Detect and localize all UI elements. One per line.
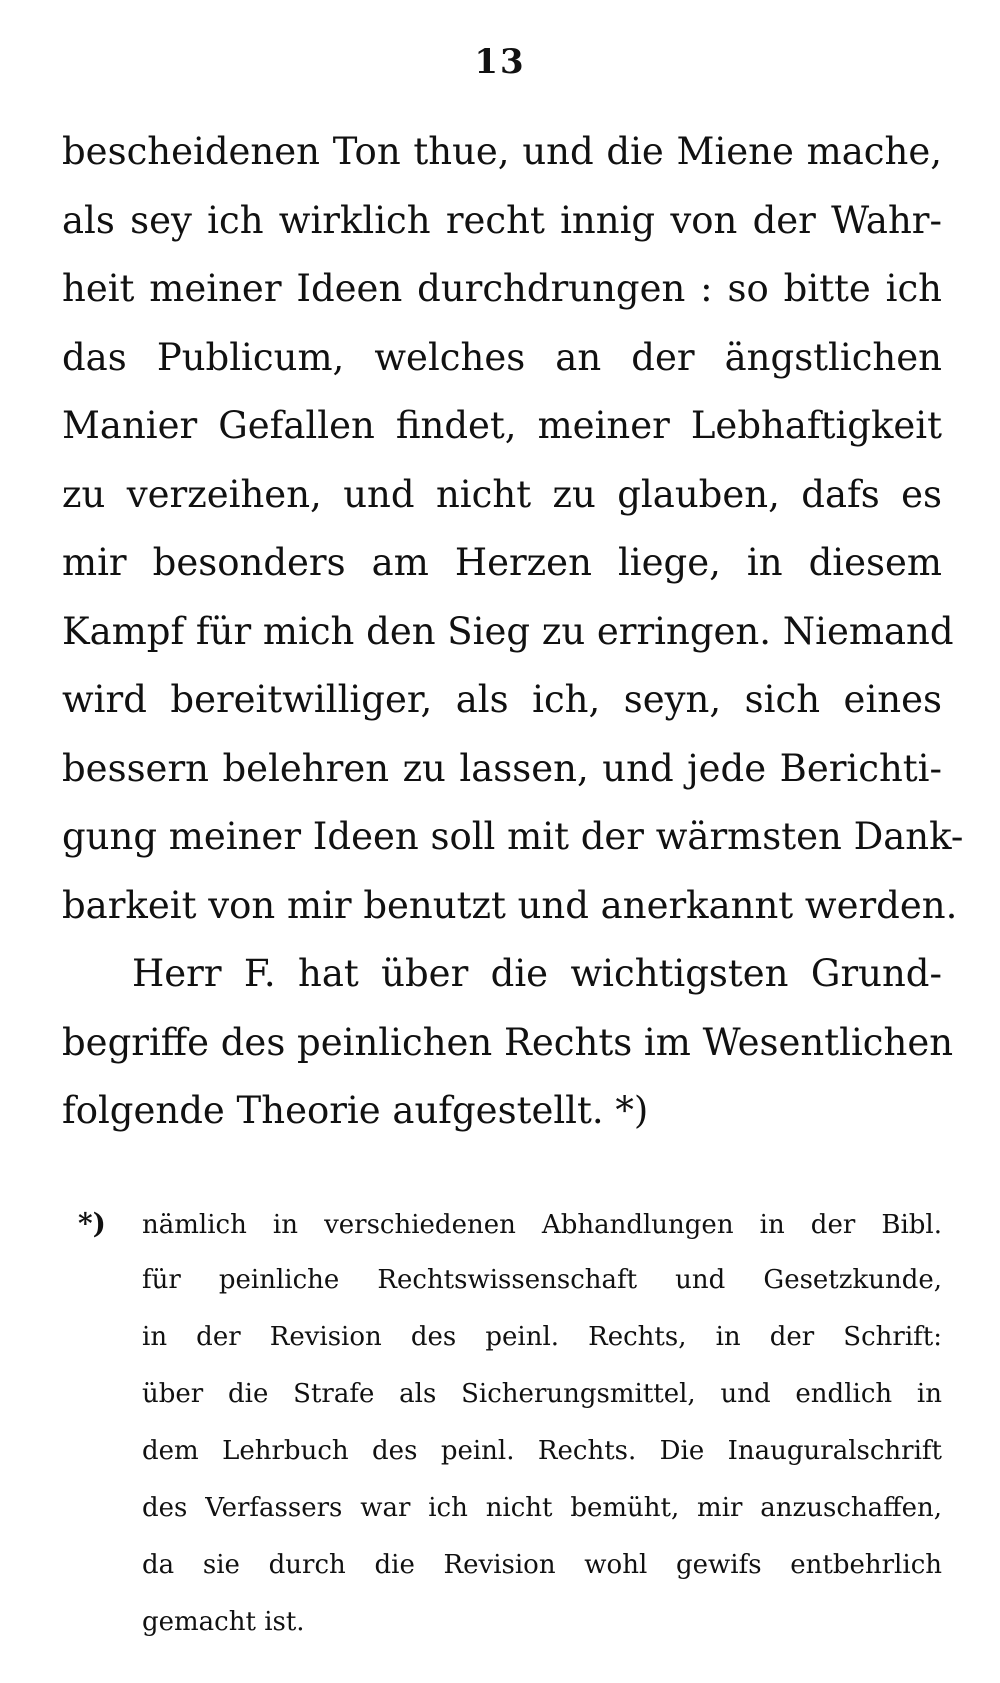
footnote-line: da sie durch die Revision wohl gewifs entbehrlich <box>142 1550 942 1580</box>
footnote-line <box>78 1195 942 1252</box>
body-line: bescheidenen Ton thue, und die Miene mache, <box>62 130 942 173</box>
footnote-line-text: nämlich in verschiedenen Abhandlungen in der Bibl. <box>142 1210 942 1240</box>
body-line: mir besonders am Herzen liege, in diesem <box>62 541 942 584</box>
body-line: wird bereitwilliger, als ich, seyn, sich eines <box>62 678 942 721</box>
body-line-paragraph-start: Herr F. hat über die wichtigsten Grund- <box>132 952 942 995</box>
footnote-line: über die Strafe als Sicherungsmittel, und endlich in <box>142 1379 942 1409</box>
footnote-line: des Verfassers war ich nicht bemüht, mir anzuschaffen, <box>142 1493 942 1523</box>
body-line: folgende Theorie aufgestellt. *) <box>62 1089 649 1132</box>
body-line: begriffe des peinlichen Rechts im Wesentlichen <box>62 1020 954 1064</box>
body-line: Manier Gefallen findet, meiner Lebhaftigkeit <box>62 404 942 447</box>
body-line: heit meiner Ideen durchdrungen : so bitte ich <box>62 267 942 310</box>
body-line: bessern belehren zu lassen, und jede Berichti- <box>62 746 942 790</box>
footnote-line: dem Lehrbuch des peinl. Rechts. Die Inauguralschrift <box>142 1436 942 1466</box>
body-line: gung meiner Ideen soll mit der wärmsten Dank- <box>62 815 964 858</box>
body-line: das Publicum, welches an der ängstlichen <box>62 335 942 379</box>
body-line: als sey ich wirklich recht innig von der Wahr- <box>62 198 942 242</box>
footnote-line: gemacht ist. <box>142 1607 305 1637</box>
body-line: zu verzeihen, und nicht zu glauben, dafs es <box>62 472 942 516</box>
body-line: Kampf für mich den Sieg zu erringen. Niemand <box>62 609 954 653</box>
page-number: 13 <box>474 42 526 82</box>
body-line: barkeit von mir benutzt und anerkannt werden. <box>62 883 958 927</box>
footnote-marker: *) <box>78 1207 106 1240</box>
footnote-line: für peinliche Rechtswissenschaft und Gesetzkunde, <box>142 1265 942 1295</box>
body-text <box>62 118 964 1146</box>
footnote <box>78 1195 942 1651</box>
footnote-line: in der Revision des peinl. Rechts, in der Schrift: <box>142 1322 942 1352</box>
